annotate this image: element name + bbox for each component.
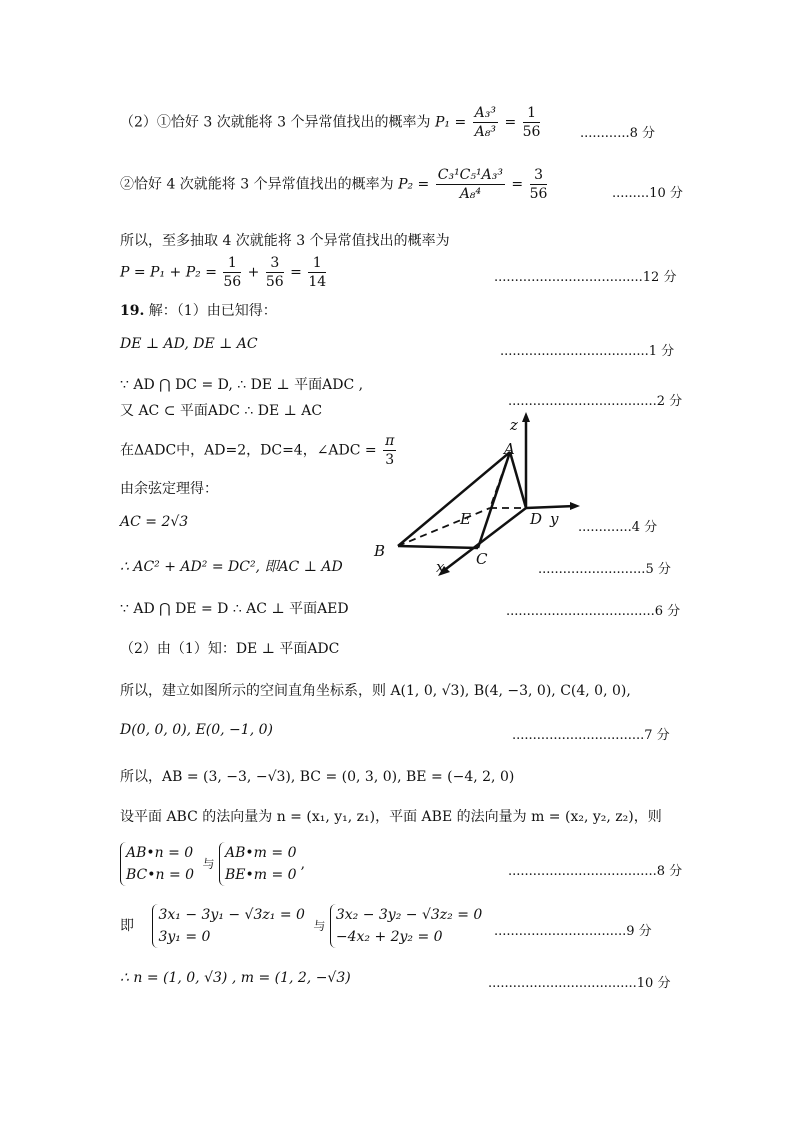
num-one: 1: [523, 104, 541, 123]
score-6: .............4 分: [578, 520, 658, 535]
line-and-1: 又 AC ⊂ 平面ADC ∴ DE ⊥ AC: [120, 403, 323, 419]
score-12: ....................................10 分: [488, 976, 671, 991]
sys3-row2: 3y₁ = 0: [158, 929, 211, 945]
score-9: ................................7 分: [512, 728, 670, 743]
edge-bc: [398, 546, 478, 548]
eq-sign-3: =: [290, 264, 302, 281]
den-56-c: 56: [265, 274, 284, 290]
score-2: .........10 分: [612, 186, 683, 201]
label-z: z: [510, 416, 518, 434]
text-yu-1: 与: [202, 857, 215, 871]
label-e: E: [460, 510, 471, 528]
den-56-2: 56: [529, 186, 548, 202]
system-1: [120, 842, 194, 886]
label-y: y: [550, 510, 559, 528]
text-l2a: ②恰好 4 次就能将 3 个异常值找出的概率为: [120, 176, 394, 193]
eq-sign: =: [504, 114, 517, 131]
line-because-2: ∵ AD ⋂ DE = D ∴ AC ⊥ 平面AED: [120, 601, 349, 617]
num-three: 3: [530, 166, 548, 185]
system-2: [219, 842, 297, 886]
line-vectors: 所以，AB = (3, −3, −√3), BC = (0, 3, 0), BE = (−4, 2, 0): [120, 769, 515, 785]
text-ji: 即: [120, 918, 134, 934]
fraction-c-a84: [436, 166, 505, 203]
sys4-row1: 3x₂ − 3y₂ − √3z₂ = 0: [335, 907, 483, 923]
p1-label: P₁ =: [434, 114, 467, 131]
line-coords-2: D(0, 0, 0), E(0, −1, 0): [120, 722, 273, 738]
sys1-row1: AB•n = 0: [126, 845, 194, 861]
label-d: D: [530, 510, 543, 528]
z-arrow-icon: [522, 412, 530, 422]
num-a33: A₃³: [474, 105, 496, 121]
question-19: [120, 300, 277, 320]
den-a84: A₈⁴: [459, 186, 482, 202]
num-one-b: 1: [223, 254, 241, 273]
y-axis: [526, 506, 575, 508]
question-number: 19.: [120, 303, 145, 319]
line-triangle: [120, 432, 398, 469]
den-56: 56: [522, 124, 541, 140]
line-de-perp: DE ⊥ AD, DE ⊥ AC: [120, 336, 258, 352]
question-intro: 解：（1）由已知得：: [144, 303, 277, 319]
eq-sign-2: =: [511, 176, 524, 193]
num-one-c: 1: [308, 254, 326, 273]
den-14: 14: [308, 274, 327, 290]
plus-sign: +: [247, 264, 260, 281]
score-11: ................................9 分: [494, 924, 652, 939]
line-psum: [120, 254, 328, 291]
sys4-row2: −4x₂ + 2y₂ = 0: [335, 929, 443, 945]
y-arrow-icon: [570, 502, 580, 510]
num-pi: π: [385, 433, 395, 449]
system-4: [330, 904, 482, 948]
fraction-3-56-b: [266, 254, 284, 291]
text-yu-2: 与: [313, 919, 326, 933]
psum-label: P = P₁ + P₂ =: [120, 264, 217, 281]
line-because-1: ∵ AD ⋂ DC = D, ∴ DE ⊥ 平面ADC ,: [120, 377, 364, 393]
pyramid-figure: [370, 412, 590, 582]
line-pythag: ∴ AC² + AD² = DC², 即AC ⊥ AD: [120, 559, 343, 575]
line-result: ∴ n = (1, 0, √3) , m = (1, 2, −√3): [120, 970, 351, 986]
line-part2: （2）由（1）知：DE ⊥ 平面ADC: [120, 641, 340, 657]
den-3: 3: [385, 452, 395, 468]
p2-label: P₂ =: [398, 176, 430, 193]
num-c: C₃¹C₅¹A₃³: [437, 167, 503, 183]
sys3-row1: 3x₁ − 3y₁ − √3z₁ = 0: [158, 907, 305, 923]
line-systems-2: [120, 904, 486, 948]
num-three-b: 3: [266, 254, 284, 273]
label-c: C: [476, 550, 488, 568]
text-l1a: （2）①恰好 3 次就能将 3 个异常值找出的概率为: [120, 114, 431, 131]
score-8: ....................................6 分: [506, 604, 681, 619]
line-summary: 所以，至多抽取 4 次就能将 3 个异常值找出的概率为: [120, 233, 450, 249]
line-p1: [120, 104, 542, 141]
label-a: A: [504, 440, 515, 458]
score-4: ....................................1 分: [500, 344, 675, 359]
sys2-row1: AB•m = 0: [225, 845, 297, 861]
den-56-b: 56: [223, 274, 242, 290]
score-10: ....................................8 分: [508, 864, 683, 879]
score-5: ....................................2 分: [508, 394, 683, 409]
score-7: ..........................5 分: [538, 562, 671, 577]
label-x: x: [436, 558, 445, 576]
line-coords-1: 所以，建立如图所示的空间直角坐标系，则 A(1, 0, √3), B(4, −3, 0), C(4, 0, 0),: [120, 683, 631, 699]
text-triangle: 在ΔADC中，AD=2，DC=4，∠ADC =: [120, 442, 377, 459]
label-b: B: [374, 542, 386, 560]
edge-ad: [510, 452, 526, 508]
fraction-1-14: [308, 254, 326, 291]
sys1-row2: BC•n = 0: [126, 867, 195, 883]
den-a83: A₈³: [474, 124, 496, 140]
score-1: ............8 分: [580, 126, 655, 141]
fraction-1-56: [523, 104, 541, 141]
fraction-a33-a83: [473, 104, 498, 141]
line-normal: 设平面 ABC 的法向量为 n = (x₁, y₁, z₁)，平面 ABE 的法向量为 m = (x₂, y₂, z₂)，则: [120, 809, 662, 825]
system-3: [152, 904, 304, 948]
sys2-row2: BE•m = 0: [225, 867, 297, 883]
fraction-1-56-b: [223, 254, 241, 291]
line-cosine: 由余弦定理得：: [120, 481, 218, 497]
score-3: ....................................12 分: [494, 270, 677, 285]
edge-be: [398, 508, 490, 546]
fraction-3-56: [530, 166, 548, 203]
line-ac-value: AC = 2√3: [120, 514, 189, 530]
line-systems-1: AB•n = 0 BC•n = 0 与 AB•m = 0 BE•m = 0,: [120, 842, 305, 886]
line-p2: [120, 166, 549, 203]
